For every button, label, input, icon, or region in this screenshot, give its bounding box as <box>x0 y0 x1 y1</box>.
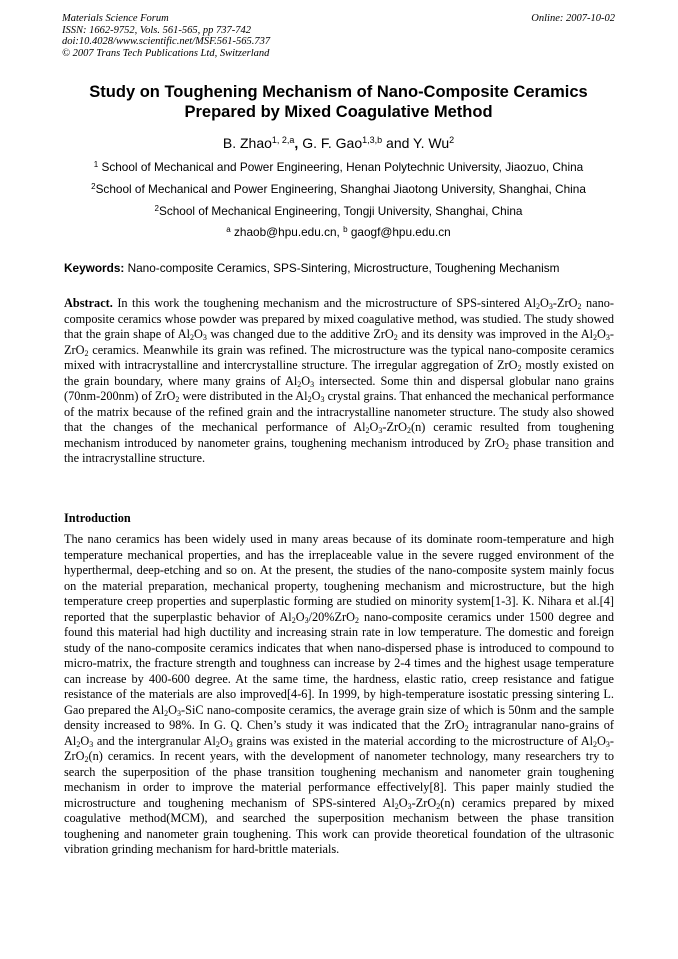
text-run: ceramics. Meanwhile its grain was refined. The microstructure was the typical nano-composite ceramics mixed with intracrystalline and intercrystalline structure. The irregular aggregation of ZrO <box>64 342 614 372</box>
text-run: -ZrO <box>64 733 614 763</box>
text-run: mostly existed on the grain boundary, where many grains of Al <box>64 358 614 388</box>
affiliation-text: School of Mechanical and Power Engineering, Shanghai Jiaotong University, Shanghai, China <box>95 182 586 196</box>
title-line-2: Prepared by Mixed Coagulative Method <box>184 103 493 121</box>
email-mark: a <box>226 225 231 234</box>
subscript: 3 <box>605 333 610 342</box>
title-line-1: Study on Toughening Mechanism of Nano-Composite Ceramics <box>89 83 588 101</box>
subscript: 2 <box>291 615 296 625</box>
subscript: 2 <box>365 426 370 435</box>
subscript: 3 <box>548 302 553 311</box>
text-run: O <box>168 702 178 717</box>
author-separator: and <box>382 135 414 151</box>
journal-header <box>62 13 615 59</box>
copyright-line: © 2007 Trans Tech Publications Ltd, Switzerland <box>62 47 270 59</box>
text-run: O <box>219 733 229 748</box>
subscript: 3 <box>228 739 233 749</box>
text-run: grains was existed in the material according to the microstructure of Al <box>232 733 593 748</box>
email-mark: b <box>343 225 348 234</box>
affiliation-text: School of Mechanical and Power Engineering, Henan Polytechnic University, Jiaozuo, China <box>98 160 584 174</box>
text-run: O <box>301 373 311 388</box>
subscript: 2 <box>394 801 399 811</box>
author-affiliation-mark: 2 <box>449 135 455 145</box>
subscript: 3 <box>605 739 610 749</box>
text-run: O <box>311 389 321 403</box>
subscript: 3 <box>320 395 325 404</box>
text-run: -ZrO <box>411 795 437 810</box>
subscript: 2 <box>190 333 194 342</box>
text-run: (n) ceramic resulted from toughening mechanism introduced by nanometer grains, toughening mechanism introduced by ZrO <box>64 420 615 450</box>
keywords-label: Keywords: <box>64 261 125 275</box>
subscript: 2 <box>593 333 597 342</box>
section-heading-introduction: Introduction <box>64 511 131 525</box>
doi-line: doi:10.4028/www.scientific.net/MSF.561-565.737 <box>62 36 271 47</box>
affiliation-mark: 2 <box>91 182 96 191</box>
subscript: 3 <box>177 708 182 718</box>
email-line <box>62 225 615 239</box>
affiliation-2 <box>62 182 615 196</box>
author-name: B. Zhao <box>222 135 272 151</box>
subscript: 3 <box>304 615 309 625</box>
email-address: zhaob@hpu.edu.cn, <box>230 225 344 239</box>
text-run: O <box>80 733 90 748</box>
online-date: Online: 2007-10-02 <box>531 13 615 24</box>
subscript: 2 <box>517 364 522 373</box>
text-run: -ZrO <box>552 296 578 310</box>
author-list <box>62 134 615 152</box>
text-run: O <box>369 420 379 434</box>
affiliation-mark: 2 <box>154 204 159 213</box>
subscript: 2 <box>84 348 89 358</box>
email-address: gaogf@hpu.edu.cn <box>347 225 451 239</box>
text-run: crystal grains. That enhanced the mechanical performance of the matrix because of the refined grain and the intracrystalline nanometer structure. The study also showed that the changes of the mechanical performance of Al <box>64 389 614 434</box>
author-affiliation-mark: 1, 2,a <box>271 135 295 145</box>
affiliation-text: School of Mechanical Engineering, Tongji University, Shanghai, China <box>158 204 523 218</box>
subscript: 3 <box>202 333 207 342</box>
text-run: In this work the toughening mechanism and the microstructure of SPS-sintered Al <box>112 296 537 310</box>
subscript: 2 <box>215 739 220 749</box>
text-run: nano-composite ceramics under 1500 degree and found this material had high ductility and increasing strain rate in low temperature. The domestic and foreign study of the nano-composite ceramics indicates that when nano-dispersed phase is introduced to compound to micro-matrix, the fracture strength and toughness can increase by 2-4 times and the highest usage temperature can increase by 400-600 degree. At the same time, the hardness, elastic ratio, creep resistance and fatigue resistance of the materials are also improved[4-6]. In 1999, by high-temperature isostatic pressing sintering L. Gao prepared the Al <box>64 609 615 717</box>
text-run: (n) ceramics. In recent years, with the development of nanometer technology, many researchers try to search the superposition of the phase transition toughening mechanism and nanometer grain toughening mechanism in order to improve the material performance effectively[8]. This paper mainly studied the microstructure and toughening mechanism of SPS-sintered Al <box>64 749 614 810</box>
text-run: - ZrO <box>64 327 614 357</box>
subscript: 2 <box>393 333 398 342</box>
affiliation-mark: 1 <box>93 160 99 169</box>
affiliation-3 <box>62 204 615 218</box>
journal-name: Materials Science Forum <box>62 13 169 24</box>
author-name: Y. Wu <box>413 135 450 151</box>
text-run: O <box>295 609 305 624</box>
subscript: 2 <box>76 739 81 749</box>
subscript: 3 <box>310 379 315 389</box>
text-run: were distributed in the Al <box>179 389 308 403</box>
text-run: (n) ceramics prepared by mixed coagulative method(MCM), and searched the superposition mechanism between the phase transition toughening and nanometer grain toughening. This work can provide theoretical foundation of the ultrasonic vibration grinding mechanism for hard-brittle materials. <box>64 795 615 856</box>
subscript: 2 <box>407 426 411 435</box>
subscript: 2 <box>464 724 469 733</box>
subscript: 2 <box>505 441 509 451</box>
subscript: 2 <box>175 395 180 404</box>
introduction-paragraph <box>64 532 614 858</box>
subscript: 3 <box>407 801 412 811</box>
author-affiliation-mark: 1,3,b <box>362 135 383 145</box>
keywords-text: Nano-composite Ceramics, SPS-Sintering, Microstructure, Toughening Mechanism <box>124 261 560 275</box>
text-run: -SiC nano-composite ceramics, the average grain size of which is 50nm and the sample density increased to 98%. In G. Q. Chen’s study it was indicated that the ZrO <box>64 702 614 732</box>
text-run: and the intergranular Al <box>93 733 216 748</box>
text-run: O <box>597 327 606 341</box>
subscript: 2 <box>297 379 302 389</box>
subscript: 2 <box>307 395 312 404</box>
text-run: O <box>540 296 549 310</box>
abstract-paragraph <box>64 296 614 467</box>
text-run: and its density was improved in the Al <box>397 327 593 341</box>
text-run: O <box>398 795 408 810</box>
author-separator: , <box>294 135 303 151</box>
abstract-label: Abstract. <box>64 296 113 310</box>
text-run: was changed due to the additive ZrO <box>206 327 394 341</box>
text-run: /20%ZrO <box>308 609 356 624</box>
text-run: The nano ceramics has been widely used in many areas because of its dominate room-temperature and high temperature mechanical properties, and has the irreplaceable value in the severe rugged environment of the hyperthermal, deep-etching and so on. At the present, the studies of the nano-composite system mainly focus on the material preparation, mechanical property, toughening mechanism and microstructure, but the high temperature creep properties and superplastic forming are studied on minority system[1-3]. K. Nihara et al.[4] reported that the superplastic behavior of Al <box>64 532 614 624</box>
keywords <box>64 261 618 275</box>
subscript: 2 <box>593 739 597 749</box>
subscript: 2 <box>84 755 89 764</box>
text-run: O <box>597 733 606 748</box>
text-run: -ZrO <box>382 420 407 434</box>
text-run: intragranular nano-grains of Al <box>64 718 614 748</box>
text-run: O <box>194 327 203 341</box>
text-run: nano-composite ceramics whose powder was prepared by mixed coagulative method, was studied. The study showed that the grain shape of Al <box>64 296 614 341</box>
subscript: 2 <box>355 615 360 625</box>
subscript: 3 <box>378 426 383 435</box>
issn-line: ISSN: 1662-9752, Vols. 561-565, pp 737-742 <box>62 24 251 36</box>
subscript: 2 <box>436 801 441 811</box>
subscript: 3 <box>89 739 94 749</box>
subscript: 2 <box>536 302 541 311</box>
affiliation-1 <box>62 160 615 174</box>
subscript: 2 <box>577 302 582 311</box>
paper-title <box>62 82 615 122</box>
subscript: 2 <box>164 708 169 718</box>
text-run: phase transition and the intracrystalline structure. <box>64 435 614 465</box>
author-name: G. F. Gao <box>302 135 363 151</box>
text-run: intersected. Some thin and dispersal globular nano grains (70nm-200nm) of ZrO <box>64 373 614 403</box>
